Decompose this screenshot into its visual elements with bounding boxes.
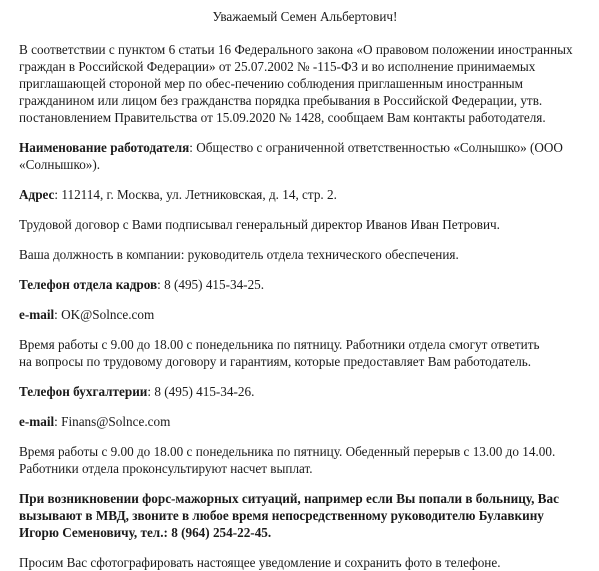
address-value: : 112114, г. Москва, ул. Летниковская, д. 14, стр. 2. [54,187,337,202]
address-label: Адрес [19,187,55,202]
acc-email-label: e-mail [19,414,55,429]
intro-line: В соответствии с пунктом 6 статьи 16 Федерального закона «О правовом положении иностранных [19,42,573,57]
acc-phone-label: Телефон бухгалтерии [19,384,148,399]
hr-phone-value: : 8 (495) 415-34-25. [157,277,265,292]
closing-paragraph: Просим Вас сфотографировать настоящее уведомление и сохранить фото в телефоне. [19,555,501,570]
hr-hours-paragraph [19,336,591,370]
acc-hours-paragraph [19,443,591,477]
intro-line: гражданином или лицом без гражданства порядка пребывания в Российской Федерации, утв. [19,93,543,108]
emergency-line: вызывают в МВД, звоните в любое время непосредственному руководителю Булавкину [19,508,544,523]
emergency-line: При возникновении форс-мажорных ситуаций, например если Вы попали в больницу, Вас [19,491,559,506]
hr-hours-line: на вопросы по трудовому договору и гарантиям, которые предоставляет Вам работодатель. [19,354,532,369]
hr-email-value: : OK@Solnce.com [54,307,155,322]
contract-signed-paragraph: Трудовой договор с Вами подписывал генеральный директор Иванов Иван Петрович. [19,217,500,232]
acc-phone-paragraph [19,383,591,400]
hr-phone-label: Телефон отдела кадров [19,277,158,292]
employer-value: : Общество с ограниченной ответственностью «Солнышко» (ООО [189,140,563,155]
emergency-line: Игорю Семеновичу, тел.: 8 (964) 254-22-45. [19,525,272,540]
hr-phone-paragraph [19,276,591,293]
salutation: Уважаемый Семен Альбертович! [212,9,398,24]
acc-phone-value: : 8 (495) 415-34-26. [147,384,255,399]
hr-email-label: e-mail [19,307,55,322]
acc-email-paragraph [19,413,591,430]
employer-paragraph [19,139,591,173]
intro-line: граждан в Российской Федерации» от 25.07.2002 № -115-ФЗ и во исполнение принимаемых [19,59,536,74]
hr-hours-line: Время работы с 9.00 до 18.00 с понедельника по пятницу. Работники отдела смогут ответить [19,337,540,352]
acc-email-value: : Finans@Solnce.com [54,414,171,429]
address-paragraph [19,186,591,203]
acc-hours-line: Работники отдела проконсультируют насчет выплат. [19,461,313,476]
employer-value-cont: «Солнышко»). [19,157,101,172]
hr-email-paragraph [19,306,591,323]
emergency-paragraph [19,490,591,541]
intro-line: постановлением Правительства от 15.09.2020 № 1428, сообщаем Вам контакты работодателя. [19,110,546,125]
intro-line: приглашающей стороной мер по обес-печению соблюдения приглашенным иностранным [19,76,523,91]
position-paragraph: Ваша должность в компании: руководитель отдела технического обеспечения. [19,247,459,262]
intro-paragraph [19,41,591,126]
employer-label: Наименование работодателя [19,140,190,155]
acc-hours-line: Время работы с 9.00 до 18.00 с понедельника по пятницу. Обеденный перерыв с 13.00 до 14.00. [19,444,556,459]
